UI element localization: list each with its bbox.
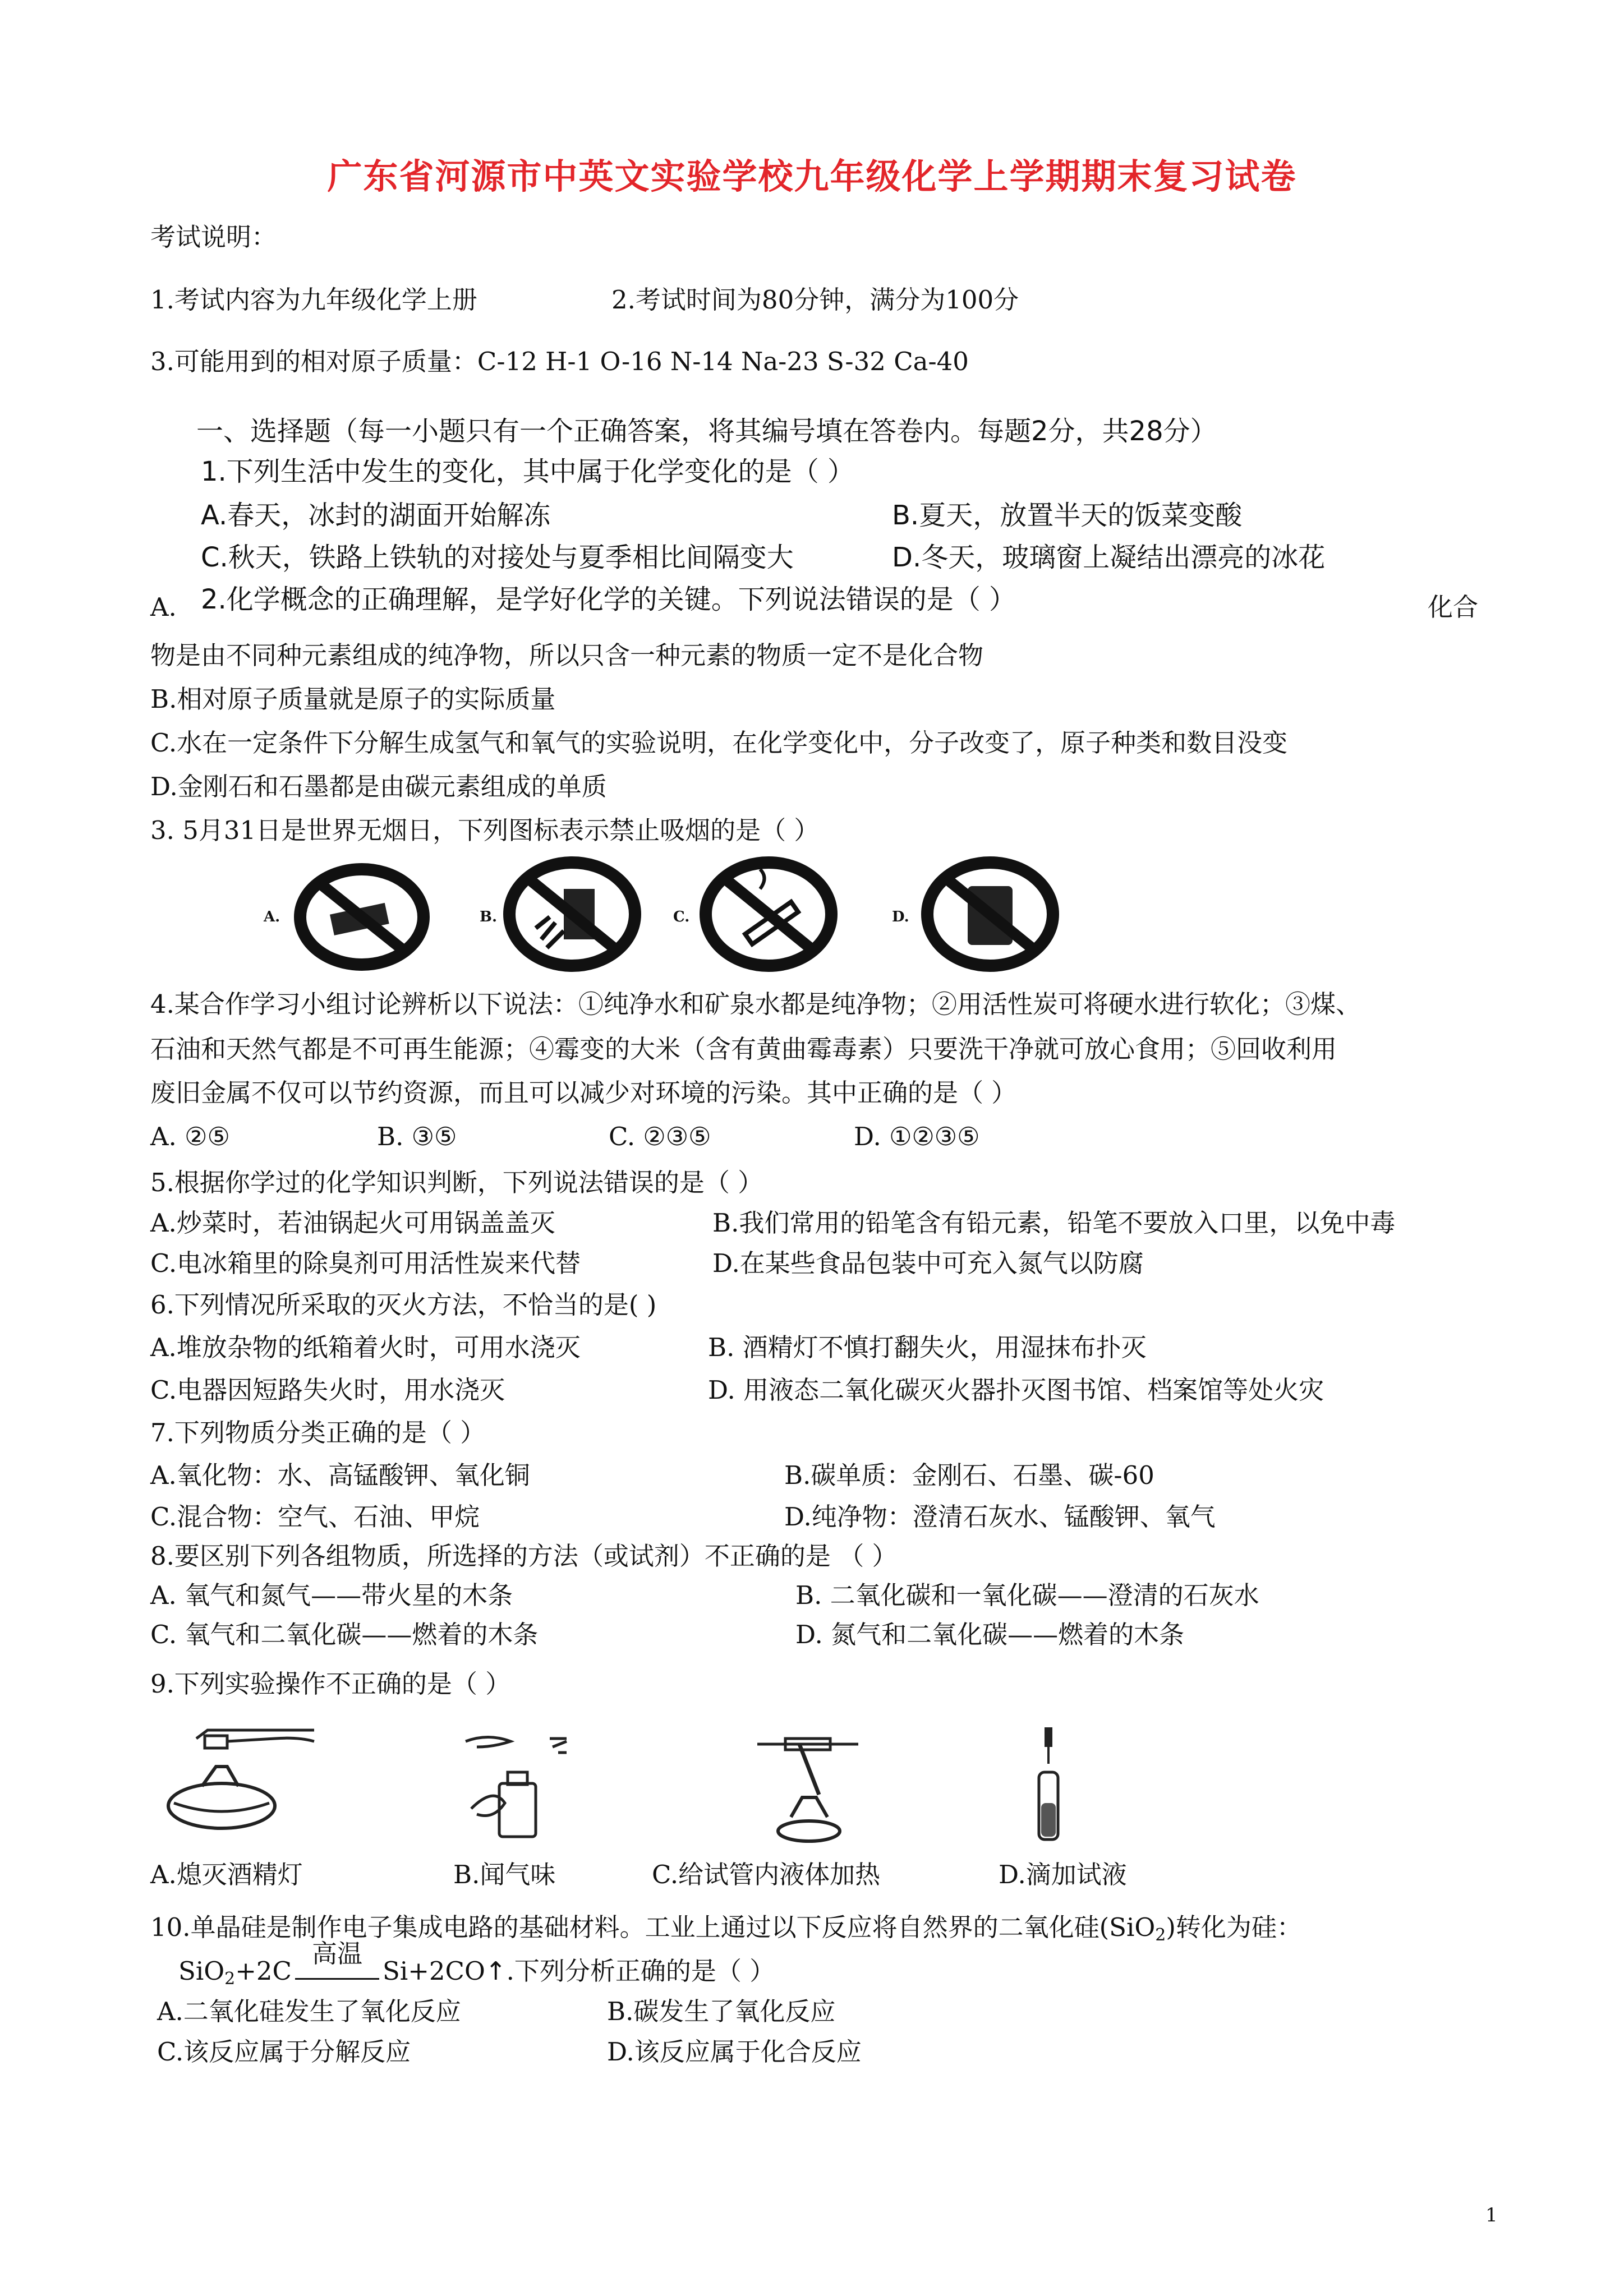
question-10-option-b: B.碳发生了氧化反应 <box>607 1997 836 2026</box>
question-10-option-d: D.该反应属于化合反应 <box>607 2037 862 2067</box>
question-6-option-b: B. 酒精灯不慎打翻失火，用湿抹布扑灭 <box>708 1333 1147 1362</box>
question-5-option-b: B.我们常用的铅笔含有铅元素，铅笔不要放入口里，以免中毒 <box>712 1208 1396 1238</box>
question-3-stem: 3. 5月31日是世界无烟日，下列图标表示禁止吸烟的是（ ） <box>150 815 820 845</box>
sign-c-label: C. <box>673 909 690 925</box>
subscript-2: 2 <box>1155 1925 1166 1945</box>
question-7-option-a: A.氧化物：水、高锰酸钾、氧化铜 <box>150 1460 530 1490</box>
question-9-option-b: B.闻气味 <box>453 1860 556 1889</box>
question-4-option-b: B. ③⑤ <box>377 1122 457 1151</box>
question-1-option-a: A.春天，冰封的湖面开始解冻 <box>201 500 551 531</box>
question-8-option-a: A. 氧气和氮气——带火星的木条 <box>150 1580 513 1610</box>
sign-a-label: A. <box>264 909 280 925</box>
question-6-option-a: A.堆放杂物的纸箱着火时，可用水浇灭 <box>150 1333 581 1362</box>
question-4-option-c: C. ②③⑤ <box>609 1122 711 1151</box>
question-1-option-c: C.秋天，铁路上铁轨的对接处与夏季相比间隔变大 <box>201 542 794 573</box>
question-5-option-a: A.炒菜时，若油锅起火可用锅盖盖灭 <box>150 1208 555 1238</box>
exam-note-time: 2.考试时间为80分钟，满分为100分 <box>611 285 1019 315</box>
heat-test-tube-figure <box>752 1727 869 1845</box>
equation-carbon: +2C <box>235 1956 292 1986</box>
section-heading: 一、选择题（每一小题只有一个正确答案，将其编号填在答卷内。每题2分，共28分） <box>196 416 1217 447</box>
question-8-option-c: C. 氧气和二氧化碳——燃着的木条 <box>150 1620 539 1649</box>
gas-arrow-icon: ↑ <box>485 1956 507 1986</box>
question-5-stem: 5.根据你学过的化学知识判断，下列说法错误的是（ ） <box>150 1168 763 1197</box>
question-7-option-d: D.纯净物：澄清石灰水、锰酸钾、氧气 <box>784 1502 1216 1532</box>
question-4-line-1: 4.某合作学习小组讨论辨析以下说法：①纯净水和矿泉水都是纯净物；②用活性炭可将硬水进行软化；③煤、 <box>150 989 1361 1019</box>
condition-high-temperature: 高温 <box>311 1939 362 1968</box>
question-5-option-c: C.电冰箱里的除臭剂可用活性炭来代替 <box>150 1248 581 1278</box>
question-10-option-a: A.二氧化硅发生了氧化反应 <box>157 1997 461 2026</box>
question-9-option-a: A.熄灭酒精灯 <box>150 1860 303 1889</box>
alcohol-lamp-extinguish-figure <box>151 1725 325 1837</box>
page-title: 广东省河源市中英文实验学校九年级化学上学期期末复习试卷 <box>327 156 1297 197</box>
equation-products: Si+2CO <box>383 1956 485 1986</box>
question-2-option-b: B.相对原子质量就是原子的实际质量 <box>150 684 556 714</box>
question-7-option-b: B.碳单质：金刚石、石墨、碳-60 <box>784 1460 1154 1490</box>
question-10-stem-tail: .下列分析正确的是（ ） <box>506 1956 775 1986</box>
question-4-line-2: 石油和天然气都是不可再生能源；④霉变的大米（含有黄曲霉毒素）只要洗干净就可放心食用；⑤回收利用 <box>150 1034 1337 1064</box>
sign-d-label: D. <box>892 909 909 925</box>
question-9-option-d: D.滴加试液 <box>999 1860 1127 1889</box>
sign-b-label: B. <box>480 909 498 925</box>
smell-gas-figure <box>454 1730 578 1842</box>
equation-subscript: 2 <box>224 1969 236 1989</box>
question-10-text: 10.单晶硅是制作电子集成电路的基础材料。工业上通过以下反应将自然界的二氧化硅(SiO <box>150 1912 1156 1942</box>
question-4-option-d: D. ①②③⑤ <box>854 1122 980 1151</box>
question-2-stem: 2.化学概念的正确理解，是学好化学的关键。下列说法错误的是（ ） <box>201 584 1016 615</box>
question-6-option-c: C.电器因短路失火时，用水浇灭 <box>150 1375 505 1405</box>
question-8-option-d: D. 氮气和二氧化碳——燃着的木条 <box>795 1620 1185 1649</box>
question-2-option-a-label: A. <box>150 592 177 622</box>
question-9-option-c: C.给试管内液体加热 <box>652 1860 881 1889</box>
reaction-condition <box>295 1939 379 1980</box>
no-smoking-sign-icon <box>698 855 839 973</box>
question-5-option-d: D.在某些食品包装中可充入氮气以防腐 <box>712 1248 1144 1278</box>
question-10-option-c: C.该反应属于分解反应 <box>157 2037 411 2067</box>
question-10-text-end: )转化为硅： <box>1166 1912 1302 1942</box>
question-2-option-c: C.水在一定条件下分解生成氢气和氧气的实验说明，在化学变化中，分子改变了，原子种类和数目没变 <box>150 728 1288 758</box>
question-1-option-d: D.冬天，玻璃窗上凝结出漂亮的冰花 <box>892 542 1326 573</box>
reaction-equation <box>178 1939 775 1989</box>
question-1-option-b: B.夏天，放置半天的饭菜变酸 <box>892 500 1243 531</box>
equation-reactant: SiO <box>178 1956 225 1986</box>
question-8-stem: 8.要区别下列各组物质，所选择的方法（或试剂）不正确的是 （ ） <box>150 1541 898 1571</box>
exam-note-content: 1.考试内容为九年级化学上册 <box>150 285 477 315</box>
question-2-option-d: D.金刚石和石墨都是由碳元素组成的单质 <box>150 772 607 801</box>
question-8-option-b: B. 二氧化碳和一氧化碳——澄清的石灰水 <box>795 1580 1259 1610</box>
question-2-option-a-tail: 化合 <box>1428 592 1479 622</box>
question-1-stem: 1.下列生活中发生的变化，其中属于化学变化的是（ ） <box>201 456 855 487</box>
exam-note-atomic-mass: 3.可能用到的相对原子质量：C-12 H-1 O-16 N-14 Na-23 S-32 Ca-40 <box>150 347 969 376</box>
question-6-option-d: D. 用液态二氧化碳灭火器扑灭图书馆、档案馆等处火灾 <box>708 1375 1324 1405</box>
question-7-option-c: C.混合物：空气、石油、甲烷 <box>150 1502 480 1532</box>
question-4-option-a: A. ②⑤ <box>150 1122 230 1151</box>
question-4-line-3: 废旧金属不仅可以节约资源，而且可以减少对环境的污染。其中正确的是（ ） <box>150 1078 1017 1108</box>
question-9-stem: 9.下列实验操作不正确的是（ ） <box>150 1669 511 1699</box>
question-2-option-a: 物是由不同种元素组成的纯净物，所以只含一种元素的物质一定不是化合物 <box>150 640 984 670</box>
question-6-stem: 6.下列情况所采取的灭火方法，不恰当的是( ) <box>150 1290 657 1320</box>
no-fireworks-sign-icon <box>502 855 642 973</box>
exam-notes-heading: 考试说明： <box>150 222 277 252</box>
no-oil-drum-sign-icon <box>920 855 1060 973</box>
page-number: 1 <box>1485 2204 1498 2226</box>
dropper-test-tube-figure <box>1032 1725 1066 1842</box>
no-book-sign-icon <box>292 861 432 973</box>
question-7-stem: 7.下列物质分类正确的是（ ） <box>150 1418 486 1447</box>
